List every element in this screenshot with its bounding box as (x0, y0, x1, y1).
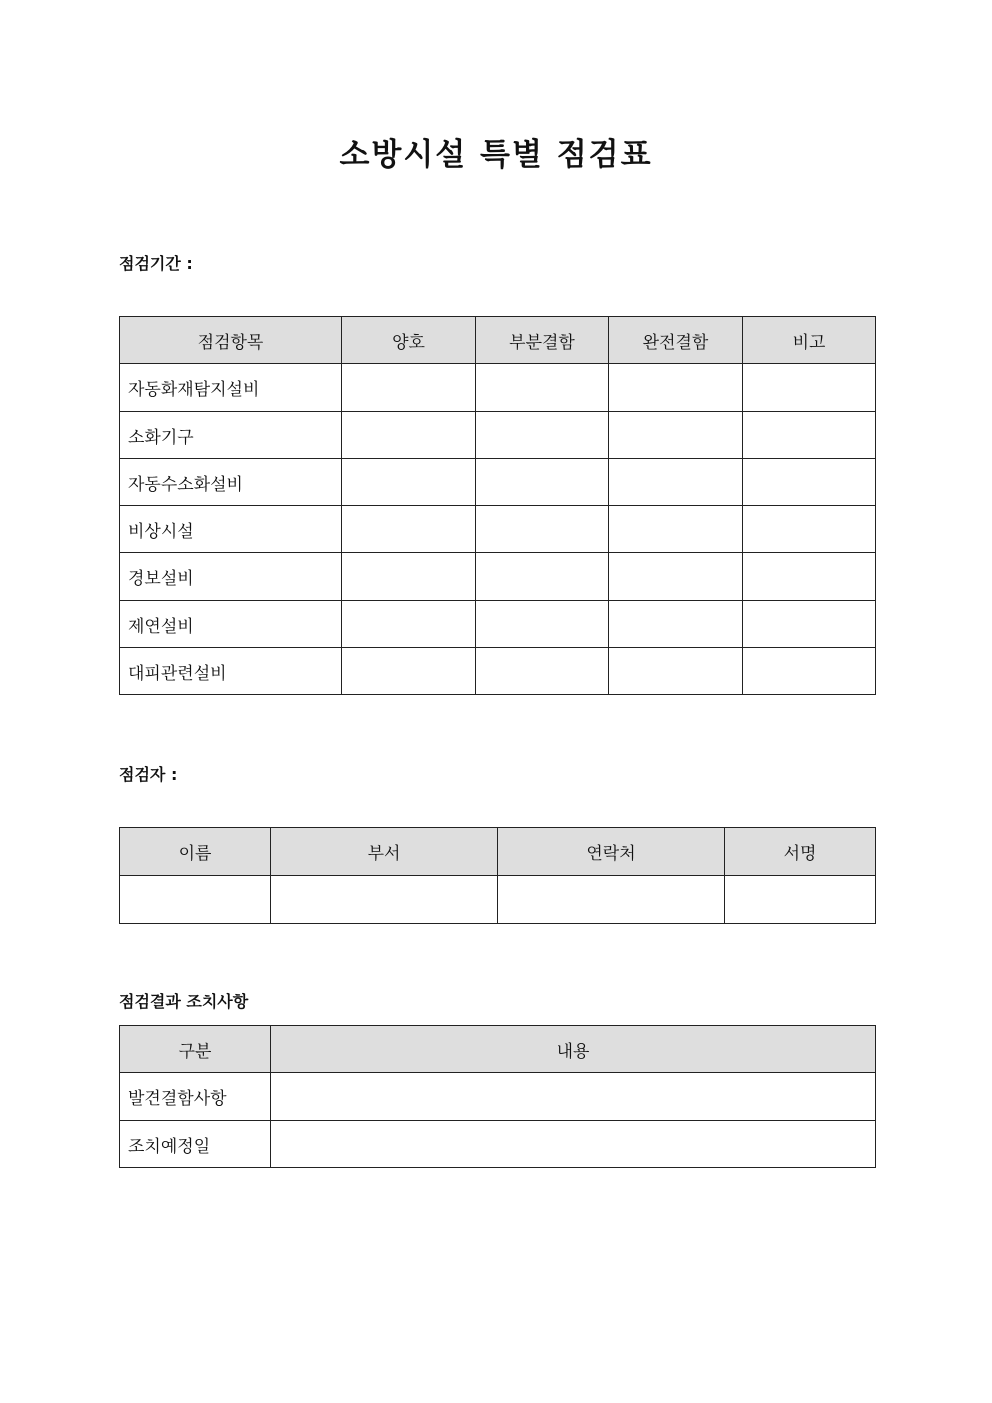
table-row (120, 876, 876, 924)
header-partial-defect: 부분결함 (476, 317, 609, 364)
table-row (120, 601, 876, 648)
remarks-cell[interactable] (743, 506, 876, 553)
good-cell[interactable] (342, 553, 476, 601)
header-signature: 서명 (725, 828, 876, 876)
header-contact: 연락처 (498, 828, 725, 876)
remarks-cell[interactable] (743, 553, 876, 601)
complete-defect-cell[interactable] (609, 648, 743, 695)
partial-defect-cell[interactable] (476, 364, 609, 412)
result-action-label: 점검결과 조치사항 (119, 992, 249, 1011)
remarks-cell[interactable] (743, 648, 876, 695)
content-cell[interactable] (271, 1073, 876, 1121)
result-item-label: 발견결함사항 (120, 1073, 271, 1121)
inspection-item-label: 경보설비 (120, 553, 342, 601)
result-header-row (120, 1026, 876, 1073)
partial-defect-cell[interactable] (476, 601, 609, 648)
result-item-label: 조치예정일 (120, 1121, 271, 1168)
result-table (119, 1025, 876, 1168)
partial-defect-cell[interactable] (476, 506, 609, 553)
table-row (120, 364, 876, 412)
table-row (120, 1121, 876, 1168)
inspection-item-label: 소화기구 (120, 412, 342, 459)
remarks-cell[interactable] (743, 364, 876, 412)
partial-defect-cell[interactable] (476, 459, 609, 506)
complete-defect-cell[interactable] (609, 364, 743, 412)
complete-defect-cell[interactable] (609, 459, 743, 506)
good-cell[interactable] (342, 601, 476, 648)
header-department: 부서 (271, 828, 498, 876)
inspector-header-row (120, 828, 876, 876)
partial-defect-cell[interactable] (476, 648, 609, 695)
header-inspection-item: 점검항목 (120, 317, 342, 364)
inspection-item-label: 비상시설 (120, 506, 342, 553)
content-cell[interactable] (271, 1121, 876, 1168)
remarks-cell[interactable] (743, 412, 876, 459)
header-good: 양호 (342, 317, 476, 364)
inspection-header-row (120, 317, 876, 364)
good-cell[interactable] (342, 364, 476, 412)
good-cell[interactable] (342, 459, 476, 506)
header-category: 구분 (120, 1026, 271, 1073)
good-cell[interactable] (342, 412, 476, 459)
header-remarks: 비고 (743, 317, 876, 364)
partial-defect-cell[interactable] (476, 553, 609, 601)
name-cell[interactable] (120, 876, 271, 924)
table-row (120, 1073, 876, 1121)
table-row (120, 412, 876, 459)
table-row (120, 553, 876, 601)
complete-defect-cell[interactable] (609, 506, 743, 553)
contact-cell[interactable] (498, 876, 725, 924)
inspection-item-label: 자동수소화설비 (120, 459, 342, 506)
page-title: 소방시설 특별 점검표 (339, 137, 653, 173)
partial-defect-cell[interactable] (476, 412, 609, 459)
header-name: 이름 (120, 828, 271, 876)
remarks-cell[interactable] (743, 459, 876, 506)
inspection-table (119, 316, 876, 695)
complete-defect-cell[interactable] (609, 553, 743, 601)
table-row (120, 506, 876, 553)
table-row (120, 459, 876, 506)
inspector-table (119, 827, 876, 924)
header-content: 내용 (271, 1026, 876, 1073)
good-cell[interactable] (342, 648, 476, 695)
inspection-item-label: 대피관련설비 (120, 648, 342, 695)
good-cell[interactable] (342, 506, 476, 553)
complete-defect-cell[interactable] (609, 601, 743, 648)
inspection-item-label: 자동화재탐지설비 (120, 364, 342, 412)
table-row (120, 648, 876, 695)
complete-defect-cell[interactable] (609, 412, 743, 459)
inspection-item-label: 제연설비 (120, 601, 342, 648)
department-cell[interactable] (271, 876, 498, 924)
signature-cell[interactable] (725, 876, 876, 924)
header-complete-defect: 완전결함 (609, 317, 743, 364)
inspection-period-label: 점검기간 : (119, 254, 193, 273)
remarks-cell[interactable] (743, 601, 876, 648)
inspector-label: 점검자 : (119, 765, 178, 784)
